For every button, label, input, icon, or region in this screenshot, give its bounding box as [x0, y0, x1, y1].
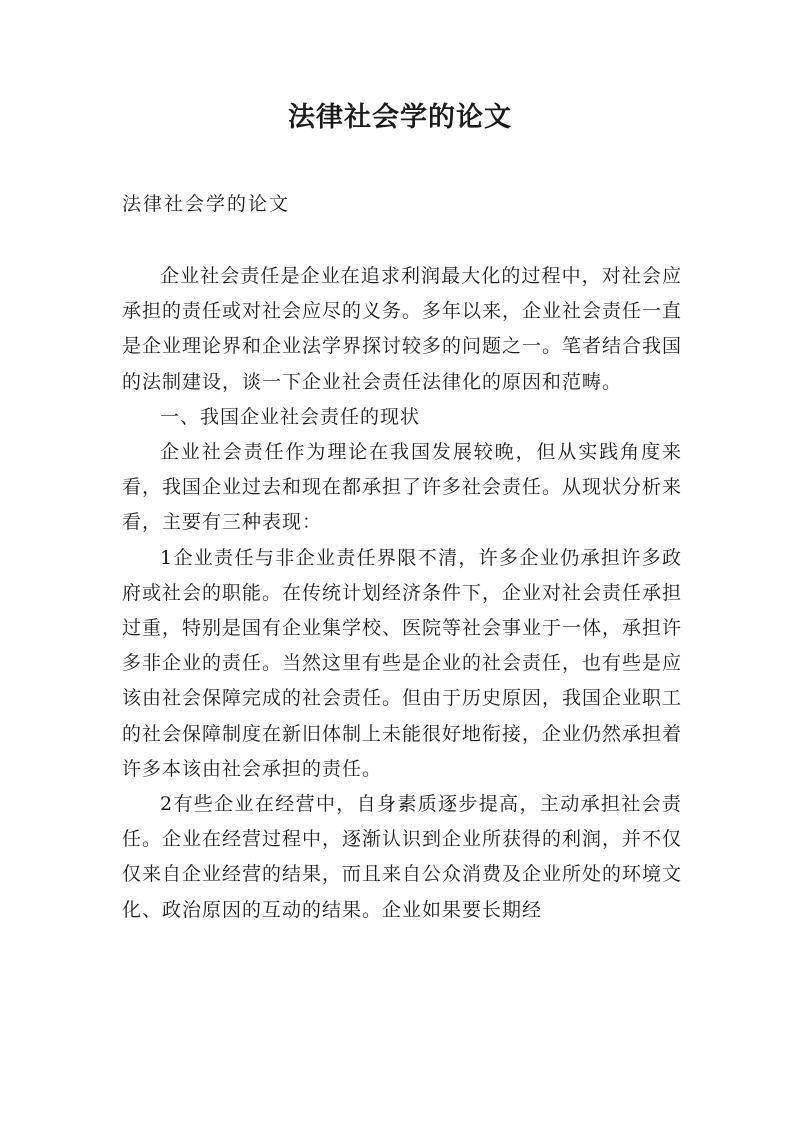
paragraph-intro: 企业社会责任是企业在追求利润最大化的过程中，对社会应承担的责任或对社会应尽的义务。多年以来，企业社会责任一直是企业理论界和企业法学界探讨较多的问题之一。笔者结合我国的法制建设，谈一下企业社会责任法律化的原因和范畴。 [122, 265, 683, 393]
section-heading: 一、我国企业社会责任的现状 [160, 405, 421, 428]
paragraph-overview: 企业社会责任作为理论在我国发展较晚，但从实践角度来看，我国企业过去和现在都承担了许多社会责任。从现状分析来看，主要有三种表现： [122, 441, 683, 534]
page-title: 法律社会学的论文 [288, 102, 512, 133]
paragraph-point-1: 1企业责任与非企业责任界限不清，许多企业仍承担许多政府或社会的职能。在传统计划经济条件下，企业对社会责任承担过重，特别是国有企业集学校、医院等社会事业于一体，承担许多非企业的责任。当然这里有些是企业的社会责任，也有些是应该由社会保障完成的社会责任。但由于历史原因，我国企业职工的社会保障制度在新旧体制上未能很好地衔接，企业仍然承担着许多本该由社会承担的责任。 [122, 546, 683, 780]
paragraph-point-2: 2有些企业在经营中，自身素质逐步提高，主动承担社会责任。企业在经营过程中，逐渐认识到企业所获得的利润，并不仅仅来自企业经营的结果，而且来自公众消费及企业所处的环境文化、政治原因的互动的结果。企业如果要长期经 [122, 793, 683, 921]
document-body [122, 259, 682, 928]
document-subtitle: 法律社会学的论文 [122, 193, 291, 215]
